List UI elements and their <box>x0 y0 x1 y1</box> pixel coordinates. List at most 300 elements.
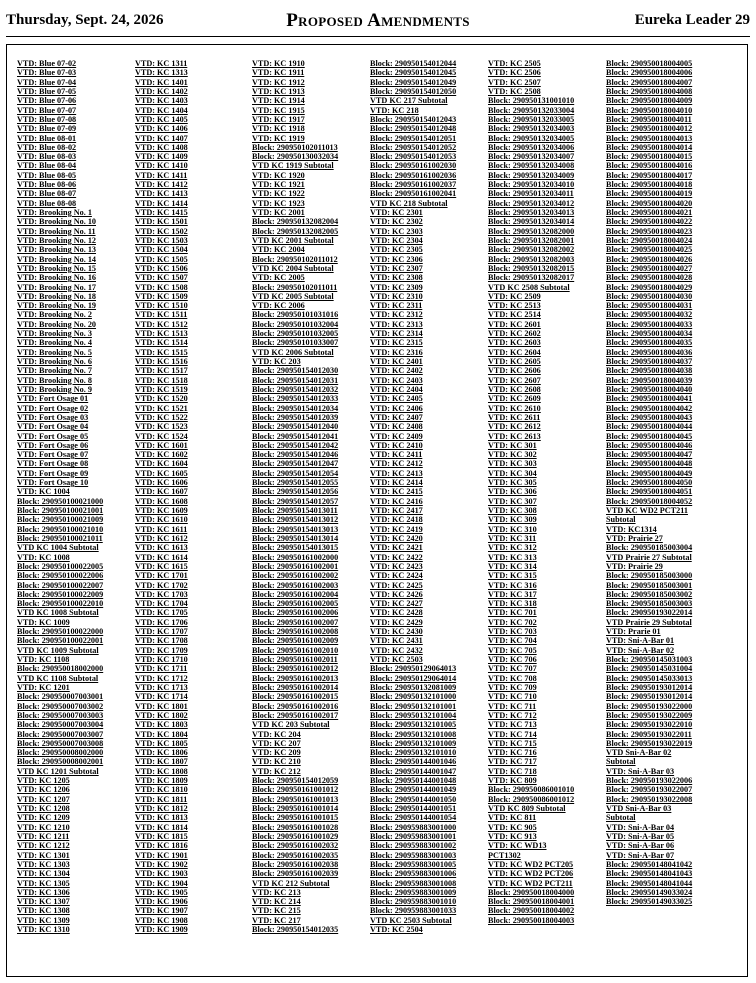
listing-entry: VTD: Blue 07-06 <box>17 96 77 106</box>
listing-entry: VTD: KC 1606 <box>135 478 188 488</box>
listing-entry: Block: 290959883001002 <box>370 841 457 851</box>
listing-entry: Block: 290950100021011 <box>17 533 103 543</box>
listing-entry: VTD: KC 1712 <box>135 673 188 683</box>
listing-entry: VTD: KC 1306 <box>17 887 70 897</box>
listing-column <box>252 59 370 934</box>
listing-entry: Block: 290950161002013 <box>252 673 339 683</box>
listing-entry: VTD: KC 1008 <box>17 552 70 562</box>
listing-entry: Block: 290950193022008 <box>606 794 693 804</box>
listing-entry: VTD: Brooking No. 20 <box>17 319 97 329</box>
listing-entry: Block: 290950161002016 <box>252 701 339 711</box>
listing-entry: VTD: Brooking No. 10 <box>17 217 97 227</box>
listing-entry: VTD: KC 701 <box>488 608 537 618</box>
listing-entry: Block: 290950132101004 <box>370 710 457 720</box>
listing-entry: VTD: Sni-A-Bar 03 <box>606 766 675 776</box>
listing-entry: Block: 290950132034007 <box>488 152 575 162</box>
listing-entry: Block: 290950154013011 <box>252 506 338 515</box>
listing-entry: Block: 290950018004011 <box>606 114 692 124</box>
listing-entry: VTD: KC 1304 <box>17 869 70 879</box>
listing-entry: Block: 290950161002032 <box>252 841 339 851</box>
listing-entry: VTD: KC 1521 <box>135 403 188 413</box>
listing-entry: VTD: KC 1923 <box>252 198 305 208</box>
listing-entry: Block: 290950132033004 <box>488 105 575 115</box>
listing-entry: VTD: KC 207 <box>252 738 301 748</box>
listing-entry: VTD: KC 1812 <box>135 804 188 813</box>
listing-entry: Block: 290950100021009 <box>17 515 104 525</box>
listing-entry: Block: 290950154012054 <box>252 468 339 478</box>
listing-entry: VTD: KC 2431 <box>370 636 423 646</box>
listing-entry: VTD: KC 1807 <box>135 757 188 767</box>
listing-entry: Block: 290950154012059 <box>252 776 339 786</box>
listing-entry: Block: 290950100022009 <box>17 589 104 599</box>
listing-entry: VTD: KC 213 <box>252 887 301 897</box>
header-rule <box>6 36 750 37</box>
listing-entry: VTD: KC 1714 <box>135 692 188 702</box>
listing-column <box>135 59 253 934</box>
listing-entry: VTD: KC 316 <box>488 580 537 590</box>
listing-entry: Block: 290950018004036 <box>606 347 693 357</box>
listing-entry: Block: 290950018004034 <box>606 329 693 339</box>
listing-entry: VTD: KC 1702 <box>135 580 188 590</box>
listing-entry: VTD: KC 2305 <box>370 245 423 255</box>
listing-entry: VTD: KC 1207 <box>17 794 70 804</box>
listing-entry: Block: 290950193022009 <box>606 710 693 720</box>
listing-entry: VTD KC 809 Subtotal <box>488 804 566 813</box>
listing-entry: Block: 290950132101001 <box>370 701 457 711</box>
listing-entry: Block: 290950132082003 <box>488 254 575 264</box>
listing-entry: VTD: KC 1802 <box>135 710 188 720</box>
listing-entry: Block: 290950161002035 <box>252 850 339 860</box>
listing-entry: Block: 290950018004016 <box>606 161 693 171</box>
listing-entry: Block: 290950018004002 <box>488 906 575 916</box>
listing-entry: VTD: KC 2410 <box>370 440 423 450</box>
listing-entry: Block: 290950018004007 <box>606 77 693 87</box>
listing-entry: VTD: KC 1307 <box>17 897 70 907</box>
listing-entry: Block: 290950132082001 <box>488 235 575 245</box>
listing-entry: VTD: KC 309 <box>488 515 537 525</box>
listing-entry: VTD: KC 2601 <box>488 319 541 329</box>
listing-entry: VTD: KC 2607 <box>488 375 541 385</box>
listing-entry: VTD: Brooking No. 1 <box>17 208 92 217</box>
listing-entry: VTD: KC 2428 <box>370 608 423 618</box>
listing-entry: Block: 290950193012014 <box>606 682 693 692</box>
listing-entry: VTD: Brooking No. 8 <box>17 375 92 385</box>
listing-entry: Block: 290950100021000 <box>17 496 104 506</box>
listing-entry: VTD: KC 1311 <box>135 59 188 68</box>
listing-entry: VTD KC 203 Subtotal <box>252 720 330 730</box>
listing-entry: Block: 290950018004049 <box>606 468 693 478</box>
listing-entry: VTD: KC 1403 <box>135 96 188 106</box>
listing-entry: VTD: Blue 07-07 <box>17 105 77 115</box>
listing-entry: Block: 290950154013015 <box>252 543 339 553</box>
listing-entry: VTD: KC 2308 <box>370 273 423 283</box>
listing-entry: VTD: KC 2425 <box>370 580 423 590</box>
listing-entry: VTD: KC 2312 <box>370 310 423 320</box>
listing-entry: VTD: KC 2414 <box>370 478 423 488</box>
listing-entry: VTD: KC 306 <box>488 487 537 497</box>
listing-entry: VTD: KC 1514 <box>135 338 188 348</box>
listing-entry: VTD: KC 1511 <box>135 310 188 320</box>
listing-entry: Block: 290950018004020 <box>606 198 693 208</box>
listing-entry: VTD: KC 1519 <box>135 384 188 394</box>
listing-entry: Block: 290950018004045 <box>606 431 693 441</box>
listing-entry: VTD: KC 1710 <box>135 655 188 664</box>
listing-entry: Block: 290950161002001 <box>252 561 339 571</box>
listing-entry: VTD: KC 1920 <box>252 170 305 180</box>
listing-entry: VTD: KC 1201 <box>17 682 70 692</box>
listing-entry: VTD: KC 2316 <box>370 347 423 357</box>
listing-entry: VTD: KC 1524 <box>135 431 188 441</box>
listing-entry: Block: 290950018002000 <box>17 664 104 674</box>
listing-entry: VTD: Blue 08-04 <box>17 161 77 171</box>
listing-entry: Block: 290950018004008 <box>606 86 693 96</box>
listing-entry: VTD: KC 1708 <box>135 636 188 646</box>
listing-entry: VTD KC 212 Subtotal <box>252 878 330 888</box>
listing-entry: VTD: KC 1523 <box>135 422 188 432</box>
listing-entry: Block: 290950145033013 <box>606 673 693 683</box>
listing-entry: VTD: KC 708 <box>488 673 537 683</box>
listing-entry: VTD: KC 1404 <box>135 105 188 115</box>
listing-entry: Block: 290950145031004 <box>606 664 693 674</box>
listing-entry: VTD: KC WD2 PCT211 <box>488 878 573 888</box>
listing-entry: VTD: KC 1706 <box>135 617 188 627</box>
listing-entry: Block: 290959883001003 <box>370 850 457 860</box>
listing-entry: Block: 290950018004035 <box>606 338 693 348</box>
listing-entry: VTD: KC 1303 <box>17 859 70 869</box>
listing-entry: Block: 290950132034014 <box>488 217 575 227</box>
listing-entry: Block: 290950132034010 <box>488 180 575 190</box>
listing-entry: Block: 290950086001010 <box>488 785 575 795</box>
listing-entry: VTD: KC 718 <box>488 766 537 776</box>
listing-entry: VTD: KC 2602 <box>488 329 541 339</box>
listing-entry: VTD: KC 1813 <box>135 813 188 823</box>
listing-entry: VTD: KC 1902 <box>135 859 188 869</box>
listing-entry: VTD: Fort Osage 07 <box>17 450 89 460</box>
listing-entry: Block: 290950018004046 <box>606 440 693 450</box>
listing-entry: VTD: KC 1906 <box>135 897 188 907</box>
listing-entry: Block: 290950154012048 <box>370 124 457 134</box>
listing-entry: Block: 290959883001006 <box>370 869 457 879</box>
listing-entry: Block: 290950161002014 <box>252 682 339 692</box>
listing-entry: VTD: KC 1917 <box>252 114 305 124</box>
listing-entry: Block: 290950100021001 <box>17 506 104 515</box>
listing-entry: Block: 290950193022000 <box>606 701 693 711</box>
listing-entry: Block: 290950161002005 <box>252 599 339 609</box>
listing-entry: VTD: Blue 08-03 <box>17 152 77 162</box>
listing-entry: VTD: KC 2422 <box>370 552 423 562</box>
listing-entry: Block: 290950132034005 <box>488 133 575 143</box>
listing-entry: VTD: Blue 08-05 <box>17 170 77 180</box>
listing-entry: Block: 290950161002000 <box>252 552 339 562</box>
listing-entry: Block: 290950149033024 <box>606 887 693 897</box>
listing-entry: VTD: KC 1208 <box>17 804 70 813</box>
listing-entry: VTD: KC 1610 <box>135 515 188 525</box>
listing-entry: Block: 290950100022001 <box>17 636 104 646</box>
listing-entry: VTD: KC 1607 <box>135 487 188 497</box>
listing-entry: Block: 290950161002011 <box>252 655 338 664</box>
listing-entry: Block: 290950154012050 <box>370 86 457 96</box>
issue-date: Thursday, Sept. 24, 2026 <box>6 12 164 28</box>
listing-entry: VTD: KC 1912 <box>252 77 305 87</box>
listing-entry: Block: 290950007003008 <box>17 738 104 748</box>
listing-entry: VTD: Brooking No. 14 <box>17 254 97 264</box>
listing-entry: Block: 290950018004044 <box>606 422 693 432</box>
listing-entry: VTD: KC 1814 <box>135 822 188 832</box>
listing-entry: VTD: KC 2411 <box>370 450 423 460</box>
listing-entry: VTD: Fort Osage 08 <box>17 459 89 469</box>
listing-entry: VTD: KC 2407 <box>370 412 423 422</box>
listing-entry: VTD: Brooking No. 12 <box>17 235 97 245</box>
listing-entry: VTD: KC 1004 <box>17 487 70 497</box>
listing-entry: VTD: KC 1410 <box>135 161 188 171</box>
listing-entry: VTD: KC 2612 <box>488 422 541 432</box>
listing-entry: VTD: Brooking No. 11 <box>17 226 96 236</box>
listing-entry: VTD: KC 1810 <box>135 785 188 795</box>
listing-entry: VTD: KC 1205 <box>17 776 70 786</box>
listing-entry: Block: 290959883001008 <box>370 878 457 888</box>
listing-entry: VTD: Brooking No. 5 <box>17 347 92 357</box>
listing-entry: VTD: KC 710 <box>488 692 537 702</box>
listing-entry: VTD: KC 2406 <box>370 403 423 413</box>
listing-entry: VTD: KC 2311 <box>370 301 423 311</box>
listing-entry: VTD: Brooking No. 7 <box>17 366 92 376</box>
listing-entry: VTD: KC 1513 <box>135 329 188 339</box>
listing-entry: Block: 290950161001012 <box>252 785 339 795</box>
listing-entry: Block: 290950149033025 <box>606 897 693 907</box>
listing-entry: VTD: KC 1910 <box>252 59 305 68</box>
listing-entry: VTD: KC 809 <box>488 776 537 786</box>
listing-entry: VTD: KC 1612 <box>135 533 188 543</box>
listing-entry: Block: 290950132034006 <box>488 142 575 152</box>
listing-entry: Block: 290950132082002 <box>488 245 575 255</box>
listing-entry: VTD: KC 1414 <box>135 198 188 208</box>
listing-entry: Block: 290950161002002 <box>252 571 339 581</box>
listing-entry: VTD KC 1009 Subtotal <box>17 645 99 655</box>
listing-entry: Block: 290950185003002 <box>606 589 693 599</box>
listing-entry: Block: 290950018004043 <box>606 412 693 422</box>
listing-column <box>17 59 135 934</box>
listing-entry: VTD: KC 2514 <box>488 310 541 320</box>
listing-entry: VTD: KC 1510 <box>135 301 188 311</box>
listing-entry: VTD: KC 704 <box>488 636 537 646</box>
listing-entry: Block: 290950154012040 <box>252 422 339 432</box>
listing-entry: VTD: KC 1613 <box>135 543 188 553</box>
listing-entry: Block: 290950154012047 <box>252 459 339 469</box>
listing-entry: VTD: KC 1313 <box>135 68 188 78</box>
listing-entry: Block: 290950101031016 <box>252 310 339 320</box>
listing-entry: VTD KC 2508 Subtotal <box>488 282 570 292</box>
listing-column <box>606 59 724 906</box>
listing-entry: VTD: KC 304 <box>488 468 537 478</box>
listing-entry: VTD: KC 1517 <box>135 366 188 376</box>
listing-entry: VTD: KC 1809 <box>135 776 188 786</box>
listing-entry: VTD: KC 1713 <box>135 682 188 692</box>
listing-entry: VTD: KC 1711 <box>135 664 188 674</box>
listing-entry: Block: 290950154012046 <box>252 450 339 460</box>
listing-entry: VTD: KC 1506 <box>135 263 188 273</box>
listing-entry: VTD: Blue 07-08 <box>17 114 77 124</box>
listing-entry: Block: 290950129064014 <box>370 673 457 683</box>
listing-entry: Block: 290950132101000 <box>370 692 457 702</box>
listing-entry: VTD: KC 2405 <box>370 394 423 404</box>
listing-entry: Block: 290950018004042 <box>606 403 693 413</box>
listing-entry: VTD: KC 1919 <box>252 133 305 143</box>
listing-entry: Block: 290950154013012 <box>252 515 339 525</box>
listing-entry: Block: 290950102011012 <box>252 254 338 264</box>
listing-entry: VTD: KC 711 <box>488 701 537 711</box>
listing-entry: VTD: KC 1520 <box>135 394 188 404</box>
listing-entry: VTD: KC 1408 <box>135 142 188 152</box>
listing-entry: VTD: KC 317 <box>488 589 537 599</box>
listing-entry: VTD: Fort Osage 02 <box>17 403 89 413</box>
listing-entry: VTD: Brooking No. 13 <box>17 245 97 255</box>
listing-entry: VTD: Blue 07-09 <box>17 124 77 134</box>
listing-entry: Block: 290950018004041 <box>606 394 693 404</box>
listing-entry: Block: 290950161002007 <box>252 617 339 627</box>
listing-entry: Block: 290959883001010 <box>370 897 457 907</box>
listing-entry: Block: 290950161002017 <box>252 710 339 720</box>
listing-entry: VTD: KC 1305 <box>17 878 70 888</box>
listing-entry: VTD: KC 2417 <box>370 506 423 515</box>
listing-entry: VTD: KC 311 <box>488 533 537 543</box>
listing-entry: VTD: KC 1211 <box>17 831 70 841</box>
listing-entry: Block: 290950132034011 <box>488 189 574 199</box>
listing-entry: VTD: KC 2401 <box>370 357 423 366</box>
listing-entry: VTD: KC 715 <box>488 738 537 748</box>
listing-entry: VTD: KC WD2 PCT205 <box>488 859 574 869</box>
listing-entry: VTD: KC 2424 <box>370 571 423 581</box>
listing-entry: VTD: KC 706 <box>488 655 537 664</box>
listing-entry: VTD: Blue 08-02 <box>17 142 77 152</box>
listing-entry: VTD: Blue 07-03 <box>17 68 77 78</box>
listing-entry: Block: 290950018004021 <box>606 208 693 217</box>
listing-entry: Block: 290950161002030 <box>370 161 457 171</box>
listing-entry: VTD: KC 705 <box>488 645 537 655</box>
listing-entry: VTD: KC 2421 <box>370 543 423 553</box>
listing-entry: VTD: KC 315 <box>488 571 537 581</box>
listing-entry: Block: 290950008002001 <box>17 757 104 767</box>
listing-entry: VTD: KC 703 <box>488 627 537 637</box>
listing-entry: VTD: Brooking No. 3 <box>17 329 92 339</box>
listing-entry: VTD: KC 313 <box>488 552 537 562</box>
listing-entry: Block: 290950018004006 <box>606 68 693 78</box>
listing-entry: Block: 290950154012041 <box>252 431 339 441</box>
listing-entry: VTD: Fort Osage 05 <box>17 431 89 441</box>
listing-entry: VTD: KC 2608 <box>488 384 541 394</box>
listing-entry: Block: 290950144001047 <box>370 766 457 776</box>
listing-entry: Block: 290950018004010 <box>606 105 693 115</box>
listing-entry: VTD: KC 2609 <box>488 394 541 404</box>
listing-entry: VTD: KC 1310 <box>17 925 70 935</box>
listing-entry: VTD: Blue 07-04 <box>17 77 77 87</box>
page-header <box>0 0 756 42</box>
listing-entry: Block: 290950007003001 <box>17 692 104 702</box>
listing-entry: VTD: KC 1507 <box>135 273 188 283</box>
listing-entry: Block: 290950161002041 <box>370 189 457 199</box>
listing-entry: Block: 290950018004013 <box>606 133 693 143</box>
listing-entry: VTD: KC 1804 <box>135 729 188 739</box>
listing-entry: VTD: KC 2509 <box>488 291 541 301</box>
listing-entry: Block: 290950132082017 <box>488 273 575 283</box>
listing-entry: VTD: KC 1805 <box>135 738 188 748</box>
listing-entry: VTD: KC 2508 <box>488 86 541 96</box>
listing-entry: VTD: KC 712 <box>488 710 537 720</box>
listing-entry: Block: 290950193022006 <box>606 776 693 786</box>
listing-entry: VTD: KC 1815 <box>135 831 188 841</box>
listing-entry: Block: 290959883001000 <box>370 822 457 832</box>
listing-entry: Block: 290950018004048 <box>606 459 693 469</box>
listing-entry: VTD: KC 1911 <box>252 68 305 78</box>
listing-entry: VTD: KC1314 <box>606 524 657 534</box>
listing-entry: VTD KC 217 Subtotal <box>370 96 448 106</box>
listing-entry: VTD: KC 714 <box>488 729 537 739</box>
listing-entry: VTD Prairie 29 Subtotal <box>606 617 692 627</box>
listing-entry: VTD: KC 1808 <box>135 766 188 776</box>
listing-entry: VTD: Blue 08-01 <box>17 133 77 143</box>
listing-entry: Block: 290950185003004 <box>606 543 693 553</box>
listing-entry: VTD Prairie 27 Subtotal <box>606 552 692 562</box>
listing-entry: Block: 290950101032005 <box>252 329 339 339</box>
listing-entry: Block: 290950132101008 <box>370 729 457 739</box>
listing-entry: Block: 290950132082004 <box>252 217 339 227</box>
listing-entry: VTD: KC 2415 <box>370 487 423 497</box>
listing-columns <box>17 59 739 963</box>
listing-entry: Block: 290950185003003 <box>606 599 693 609</box>
listing-entry: Block: 290950008002000 <box>17 748 104 758</box>
listing-entry: Block: 290950154012035 <box>252 925 339 935</box>
listing-entry: Block: 290950018004014 <box>606 142 693 152</box>
listing-entry: Subtotal <box>606 757 636 767</box>
listing-entry: Block: 290950154012033 <box>252 394 339 404</box>
listing-entry: Subtotal <box>606 813 636 823</box>
listing-entry: VTD: KC 2412 <box>370 459 423 469</box>
listing-entry: VTD: KC 1803 <box>135 720 188 730</box>
listing-entry: VTD: KC 1602 <box>135 450 188 460</box>
listing-entry: VTD: KC 2314 <box>370 329 423 339</box>
listing-entry: VTD: Sni-A-Bar 07 <box>606 850 675 860</box>
listing-entry: VTD: KC 1609 <box>135 506 188 515</box>
listing-column <box>370 59 488 934</box>
listing-entry: VTD KC 1201 Subtotal <box>17 766 99 776</box>
listing-entry: VTD: KC 2408 <box>370 422 423 432</box>
listing-entry: PCT1302 <box>488 850 521 860</box>
listing-entry: VTD: KC 702 <box>488 617 537 627</box>
listing-entry: VTD: Brooking No. 17 <box>17 282 97 292</box>
listing-entry: VTD: KC 2507 <box>488 77 541 87</box>
listing-entry: Block: 290950132101009 <box>370 738 457 748</box>
listing-entry: VTD: KC 709 <box>488 682 537 692</box>
listing-entry: VTD: KC 1501 <box>135 217 188 227</box>
listing-entry: Block: 290950018004019 <box>606 189 693 199</box>
listing-entry: VTD: Blue 08-06 <box>17 180 77 190</box>
listing-entry: VTD: Blue 07-05 <box>17 86 77 96</box>
listing-entry: Block: 290950132082015 <box>488 263 575 273</box>
listing-entry: VTD: KC 1508 <box>135 282 188 292</box>
listing-entry: VTD: KC 2402 <box>370 366 423 376</box>
listing-entry: VTD: KC 2503 <box>370 655 423 664</box>
listing-entry: Block: 290950018004025 <box>606 245 693 255</box>
listing-entry: VTD: KC 301 <box>488 440 537 450</box>
listing-entry: VTD: KC 2610 <box>488 403 541 413</box>
listing-entry: Block: 290950018004000 <box>488 887 575 897</box>
listing-entry: Block: 290950154012039 <box>252 412 339 422</box>
listing-entry: VTD KC 1004 Subtotal <box>17 543 99 553</box>
listing-entry: VTD: KC 2504 <box>370 925 423 935</box>
listing-entry: Block: 290950018004026 <box>606 254 693 264</box>
listing-entry: Block: 290950154013013 <box>252 524 339 534</box>
listing-entry: Block: 290950130032034 <box>252 152 339 162</box>
listing-entry: Block: 290950185003000 <box>606 571 693 581</box>
